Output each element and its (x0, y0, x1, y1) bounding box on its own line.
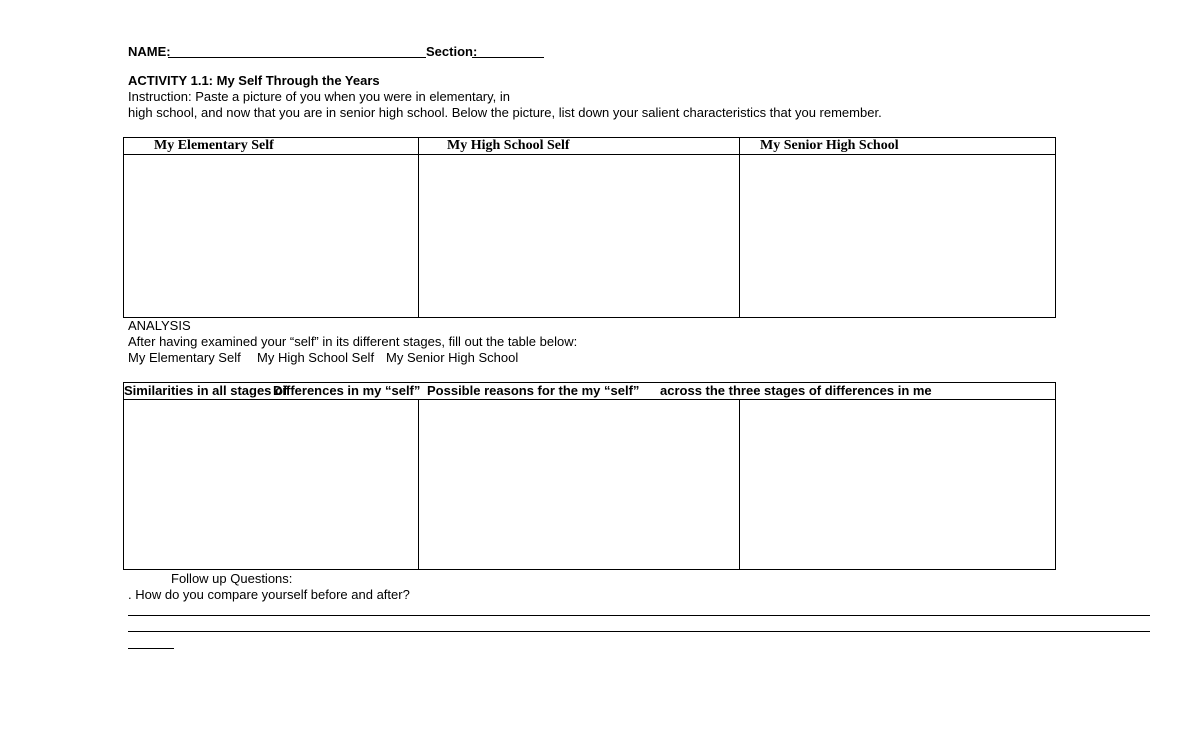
analysis-table (123, 382, 1056, 570)
header-across-stages: across the three stages of differences in me (660, 383, 932, 398)
followup-title: Follow up Questions: (171, 571, 293, 586)
instruction-line-2: high school, and now that you are in senior high school. Below the picture, list down your salient characteristics that you remember. (128, 105, 882, 120)
reasons-cell[interactable] (740, 400, 1055, 569)
analysis-instruction: After having examined your “self” in its different stages, fill out the table below: (128, 334, 578, 349)
elementary-self-cell[interactable] (124, 155, 418, 317)
differences-cell[interactable] (419, 400, 739, 569)
analysis-stage-senior-high: My Senior High School (386, 350, 519, 365)
instruction-line-1: Instruction: Paste a picture of you when you were in elementary, in (128, 89, 511, 104)
activity-title: ACTIVITY 1.1: My Self Through the Years (128, 73, 380, 88)
header-senior-high-school: My Senior High School (760, 138, 899, 153)
header-possible-reasons: Possible reasons for the my “self” (427, 383, 640, 398)
self-through-years-table (123, 137, 1056, 318)
name-blank[interactable] (168, 57, 426, 58)
header-elementary-self: My Elementary Self (154, 138, 274, 153)
answer-line-3[interactable] (128, 648, 174, 649)
section-label: Section: (426, 44, 478, 59)
section-blank[interactable] (472, 57, 544, 58)
similarities-cell[interactable] (124, 400, 418, 569)
analysis-title: ANALYSIS (128, 318, 191, 333)
answer-line-1[interactable] (128, 615, 1150, 616)
analysis-stage-high-school: My High School Self (257, 350, 375, 365)
followup-question: . How do you compare yourself before and after? (128, 587, 410, 602)
high-school-self-cell[interactable] (419, 155, 739, 317)
analysis-stage-elementary: My Elementary Self (128, 350, 241, 365)
header-high-school-self: My High School Self (447, 138, 570, 153)
header-similarities: Similarities in all stages of (124, 383, 288, 398)
answer-line-2[interactable] (128, 631, 1150, 632)
senior-high-school-cell[interactable] (740, 155, 1055, 317)
name-label: NAME: (128, 44, 171, 59)
header-differences: Differences in my “self” (273, 383, 421, 398)
